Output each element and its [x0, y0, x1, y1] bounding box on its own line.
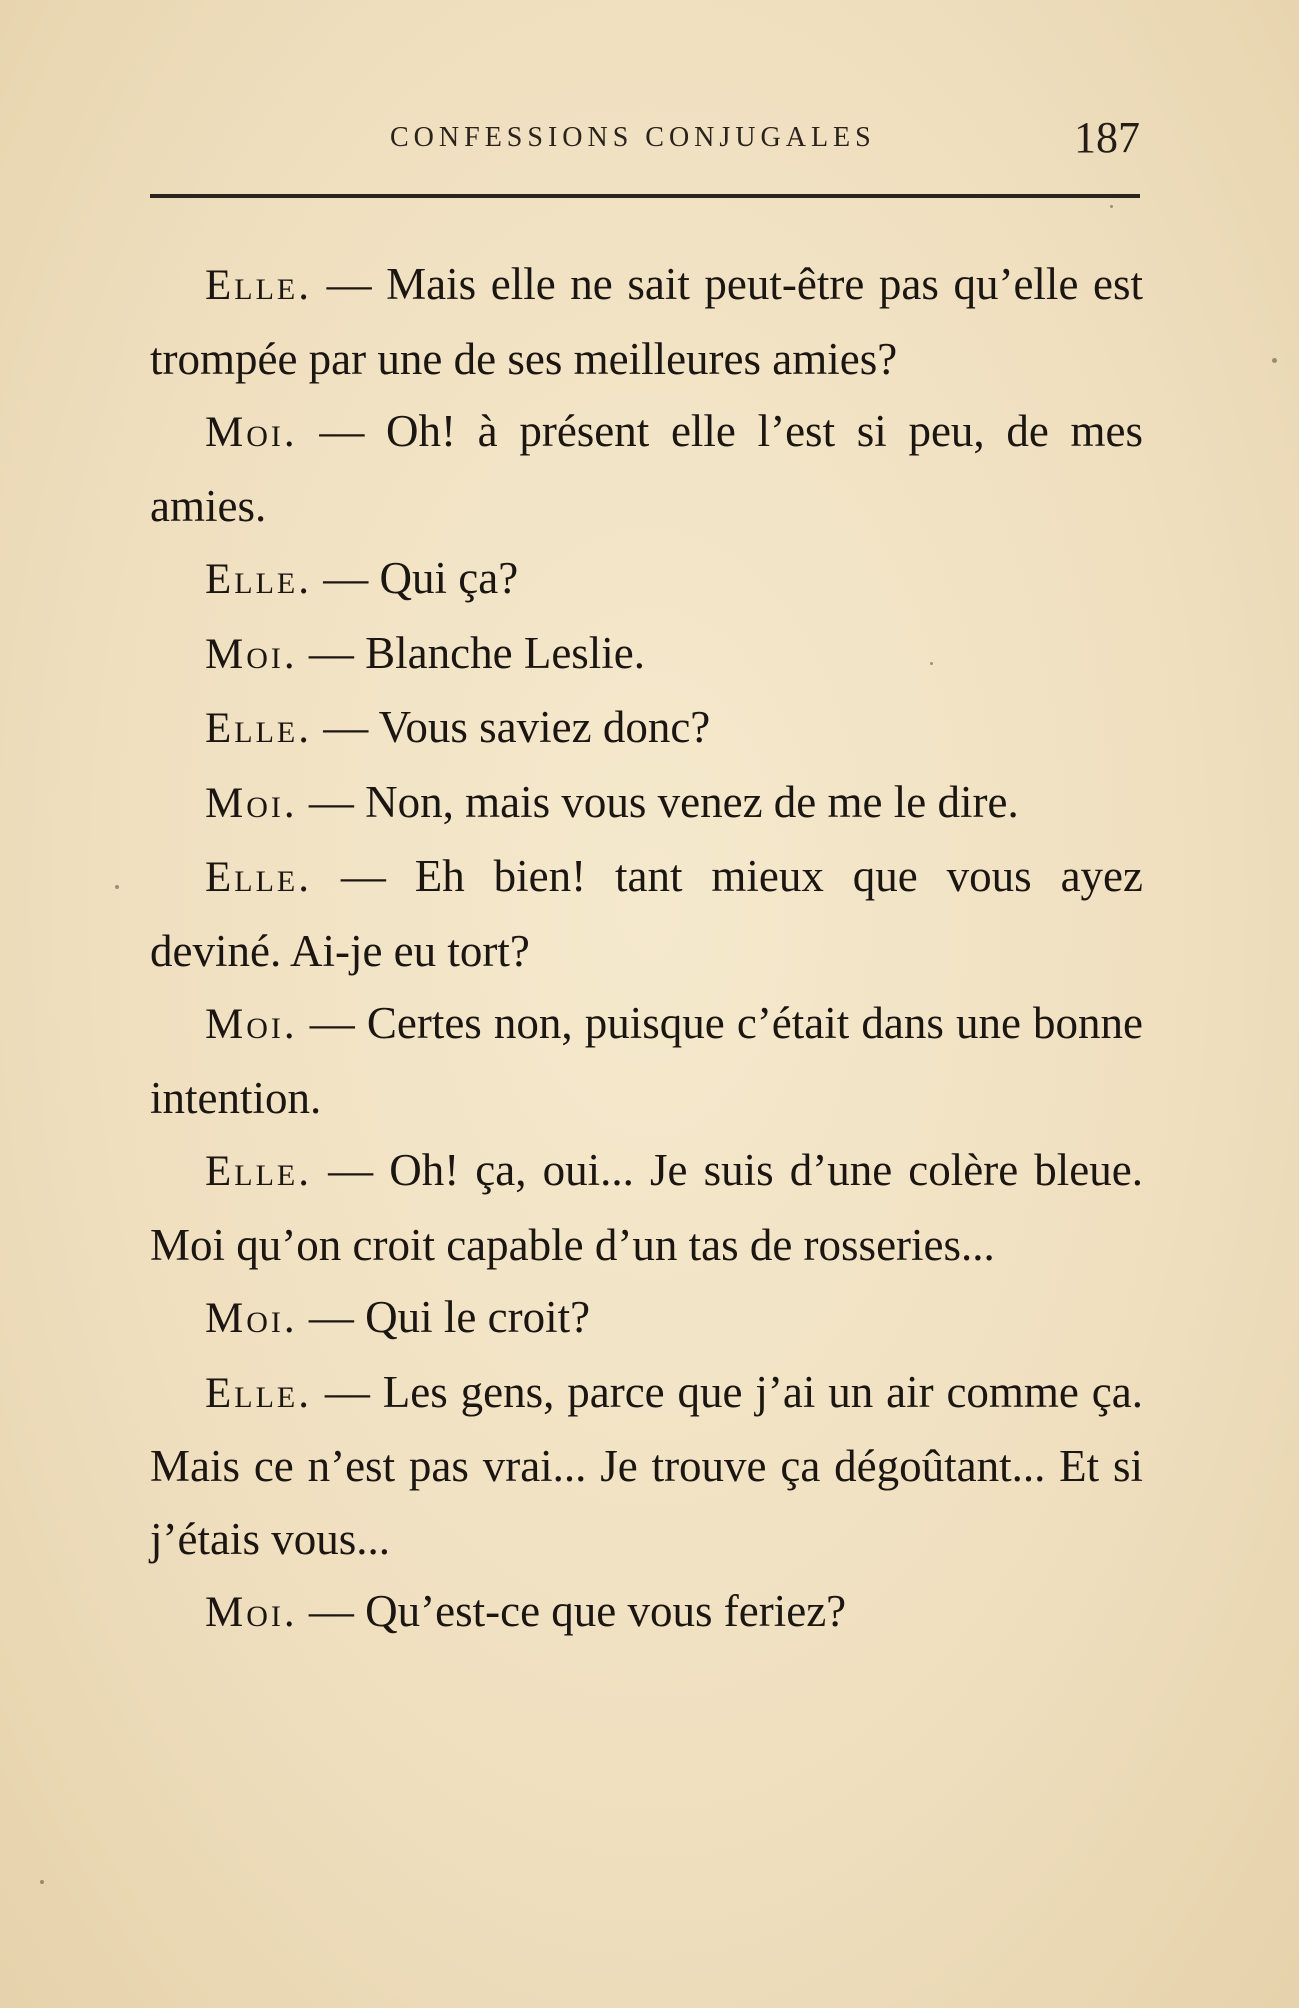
- dialogue-text-content: — Non, mais vous venez de me le dire.: [297, 776, 1019, 827]
- speaker-label: Moi.: [205, 1295, 298, 1342]
- paper-speck: [1110, 205, 1113, 208]
- dialogue-text-content: — Oh! à présent elle l’est si peu, de mes amies.: [150, 406, 1143, 531]
- dialogue-text-content: — Oh! ça, oui... Je suis d’une colère bleue. Moi qu’on croit capable d’un tas de rosseries...: [150, 1145, 1143, 1270]
- dialogue-text-content: — Eh bien! tant mieux que vous ayez deviné. Ai-je eu tort?: [150, 851, 1143, 976]
- dialogue-line: [150, 1356, 1143, 1576]
- speaker-label: Elle.: [205, 1148, 312, 1195]
- paper-speck: [115, 885, 119, 889]
- dialogue-line: [150, 1575, 1143, 1650]
- dialogue-line: [150, 395, 1143, 542]
- paper-speck: [930, 662, 933, 665]
- dialogue-text-content: — Les gens, parce que j’ai un air comme ça. Mais ce n’est pas vrai... Je trouve ça dégoûtant... Et si j’étais vous...: [150, 1366, 1143, 1564]
- speaker-label: Moi.: [205, 409, 298, 456]
- speaker-label: Elle.: [205, 1369, 312, 1417]
- dialogue-line: [150, 542, 1143, 617]
- speaker-label: Elle.: [205, 854, 312, 901]
- dialogue-line: [150, 617, 1143, 692]
- page-header: [150, 113, 1140, 178]
- dialogue-text-content: — Qui le croit?: [297, 1292, 591, 1342]
- dialogue-line: [150, 1134, 1143, 1281]
- dialogue-text-content: — Blanche Leslie.: [297, 627, 646, 678]
- speaker-label: Moi.: [205, 630, 298, 678]
- speaker-label: Elle.: [205, 705, 312, 752]
- dialogue-line: [150, 766, 1143, 841]
- dialogue-text-content: — Qui ça?: [312, 553, 519, 603]
- dialogue-line: [150, 987, 1143, 1134]
- dialogue-text-content: — Mais elle ne sait peut-être pas qu’elle est trompée par une de ses meilleures amies?: [150, 259, 1143, 384]
- dialogue-text: [150, 248, 1143, 1650]
- dialogue-text-content: — Certes non, puisque c’était dans une bonne intention.: [150, 998, 1143, 1123]
- paper-speck: [1272, 358, 1277, 363]
- speaker-label: Elle.: [205, 556, 312, 603]
- dialogue-text-content: — Vous saviez donc?: [312, 702, 711, 752]
- speaker-label: Moi.: [205, 1001, 298, 1048]
- dialogue-line: [150, 248, 1143, 395]
- running-title: CONFESSIONS CONJUGALES: [390, 122, 876, 153]
- paper-speck: [40, 1880, 44, 1884]
- speaker-label: Elle.: [205, 262, 312, 309]
- dialogue-text-content: — Qu’est-ce que vous feriez?: [297, 1586, 847, 1636]
- header-rule: [150, 194, 1140, 198]
- page-number: 187: [1074, 113, 1140, 162]
- dialogue-line: [150, 691, 1143, 766]
- speaker-label: Moi.: [205, 779, 298, 827]
- dialogue-line: [150, 1281, 1143, 1356]
- dialogue-line: [150, 840, 1143, 987]
- speaker-label: Moi.: [205, 1589, 298, 1636]
